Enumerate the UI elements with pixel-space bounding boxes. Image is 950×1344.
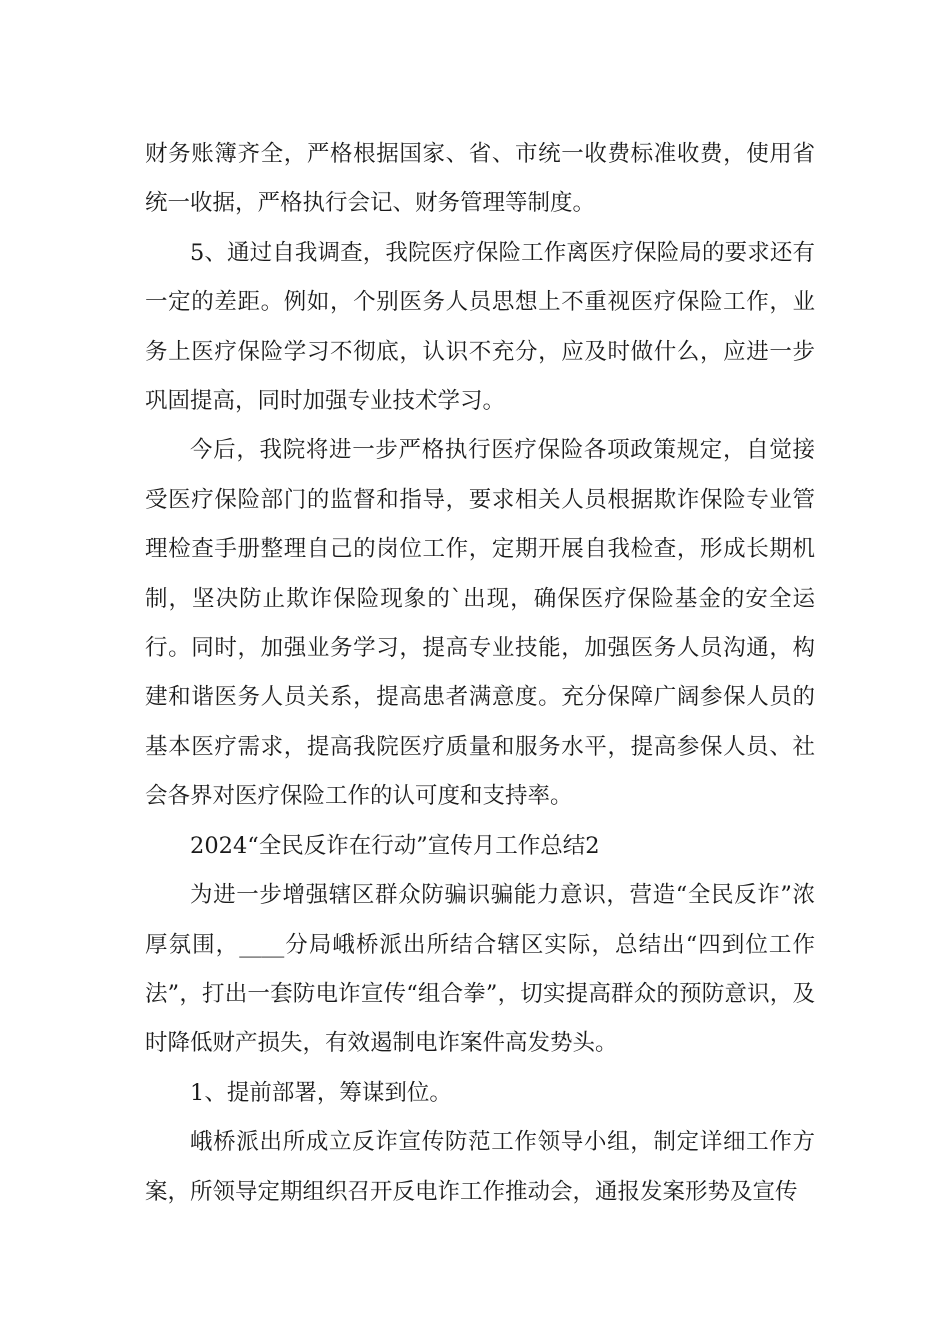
paragraph-finance: 财务账簿齐全，严格根据国家、省、市统一收费标准收费，使用省统一收据，严格执行会记、财务管理等制度。	[145, 141, 815, 217]
paragraph-intro: 为进一步增强辖区群众防骗识骗能力意识，营造“全民反诈”浓厚氛围，____分局峨桥派出所结合辖区实际，总结出“四到位工作法”，打出一套防电诈宣传“组合拳”，切实提高群众的预防意识，及时降低财产损失，有效遏制电诈案件高发势头。	[145, 882, 815, 1057]
document-body	[145, 130, 815, 1217]
paragraph-future-plan: 今后，我院将进一步严格执行医疗保险各项政策规定，自觉接受医疗保险部门的监督和指导，要求相关人员根据欺诈保险专业管理检查手册整理自己的岗位工作，定期开展自我检查，形成长期机制，坚决防止欺诈保险现象的`出现，确保医疗保险基金的安全运行。同时，加强业务学习，提高专业技能，加强医务人员沟通，构建和谐医务人员关系，提高患者满意度。充分保障广阔参保人员的基本医疗需求，提高我院医疗质量和服务水平，提高参保人员、社会各界对医疗保险工作的认可度和支持率。	[145, 437, 815, 810]
paragraph-item-1-heading: 1、提前部署，筹谋到位。	[190, 1079, 452, 1106]
section-title: 2024“全民反诈在行动”宣传月工作总结2	[190, 832, 600, 859]
paragraph-item-5: 5、通过自我调查，我院医疗保险工作离医疗保险局的要求还有一定的差距。例如，个别医务人员思想上不重视医疗保险工作，业务上医疗保险学习不彻底，认识不充分，应及时做什么，应进一步巩固提高，同时加强专业技术学习。	[145, 239, 815, 415]
paragraph-item-1-body: 峨桥派出所成立反诈宣传防范工作领导小组，制定详细工作方案，所领导定期组织召开反电诈工作推动会，通报发案形势及宣传	[145, 1129, 815, 1205]
